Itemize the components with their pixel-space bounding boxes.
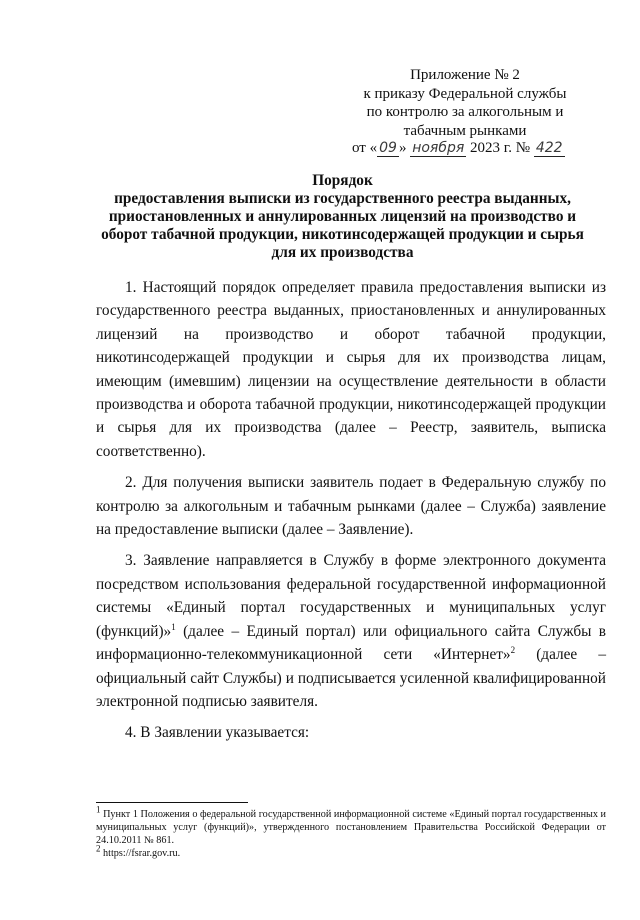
- footnote-2-text: https://fsrar.gov.ru.: [100, 848, 181, 859]
- footnote-2-mark: 2: [96, 843, 101, 854]
- order-date-line: [352, 140, 565, 157]
- paragraph-2: 2. Для получения выписки заявитель подает в Федеральную службу по контролю за алкогольным и табачным рынками (далее – Служба) заявление на предоставление выписки (далее – Заявление).: [96, 474, 606, 539]
- title-line: для их производства: [271, 244, 414, 261]
- handwritten-month: ноября: [412, 140, 465, 156]
- annex-agency-line-2: табачным рынками: [403, 122, 527, 139]
- footnote-separator: [96, 802, 248, 803]
- annex-number: Приложение № 2: [410, 67, 520, 83]
- title-line: предоставления выписки из государственного реестра выданных,: [114, 190, 571, 207]
- paragraph-4: 4. В Заявлении указывается:: [125, 724, 310, 742]
- paragraph-3-part-a: 3. Заявление направляется в Службу в форме электронного документа посредством использования федеральной государственной информационной системы «Единый портал государственных и муниципальных услуг (функций)»: [96, 552, 606, 640]
- footnote-1-mark: 1: [96, 804, 101, 815]
- annex-agency-line: по контролю за алкогольным и: [366, 104, 564, 120]
- footnote-1: [96, 804, 606, 847]
- paragraph-3-part-b: (далее – Единый портал) или официального сайта Службы в информационно-телекоммуникационной сети «Интернет»: [96, 622, 606, 664]
- annex-order-ref: к приказу Федеральной службы: [363, 85, 567, 102]
- footnote-ref-1: 1: [171, 621, 176, 632]
- paragraph-1: 1. Настоящий порядок определяет правила предоставления выписки из государственного реестра выданных, приостановленных и аннулированных лицензий на производство и оборот табачной продукции, никотинсодержащей продукции и сырья для их производства лицам, имеющим (имевшим) лицензии на осуществление деятельности в области производства и оборота табачной продукции, никотинсодержащей продукции и сырья для их производства (далее – Реестр, заявитель, выписка соответственно).: [96, 279, 606, 460]
- date-mid: »: [398, 140, 407, 156]
- footnote-2: [96, 843, 606, 860]
- document-body: [96, 276, 606, 753]
- date-prefix: от «: [352, 140, 378, 156]
- footnotes: [96, 804, 606, 860]
- handwritten-day: 09: [379, 140, 397, 156]
- footnote-1-text: Пункт 1 Положения о федеральной государственной информационной системе «Единый портал государственных и муниципальных услуг (функций)», утвержденного постановлением Правительства Российской Федерации от 24.10.2011 № 861.: [96, 809, 606, 846]
- paragraph-3-part-c: (далее – официальный сайт Службы) и подписывается усиленной квалифицированной электронной подписью заявителя.: [96, 646, 606, 710]
- document-title: [80, 172, 605, 262]
- annex-header: [340, 66, 590, 140]
- paragraph-3: [96, 549, 606, 713]
- date-year: 2023 г. №: [470, 140, 531, 156]
- title-line: оборот табачной продукции, никотинсодержащей продукции и сырья: [101, 226, 584, 243]
- footnote-ref-2: 2: [510, 645, 516, 655]
- title-line: приостановленных и аннулированных лицензий на производство и: [108, 208, 577, 225]
- handwritten-order-number: 422: [535, 140, 563, 156]
- title-heading: Порядок: [312, 172, 373, 189]
